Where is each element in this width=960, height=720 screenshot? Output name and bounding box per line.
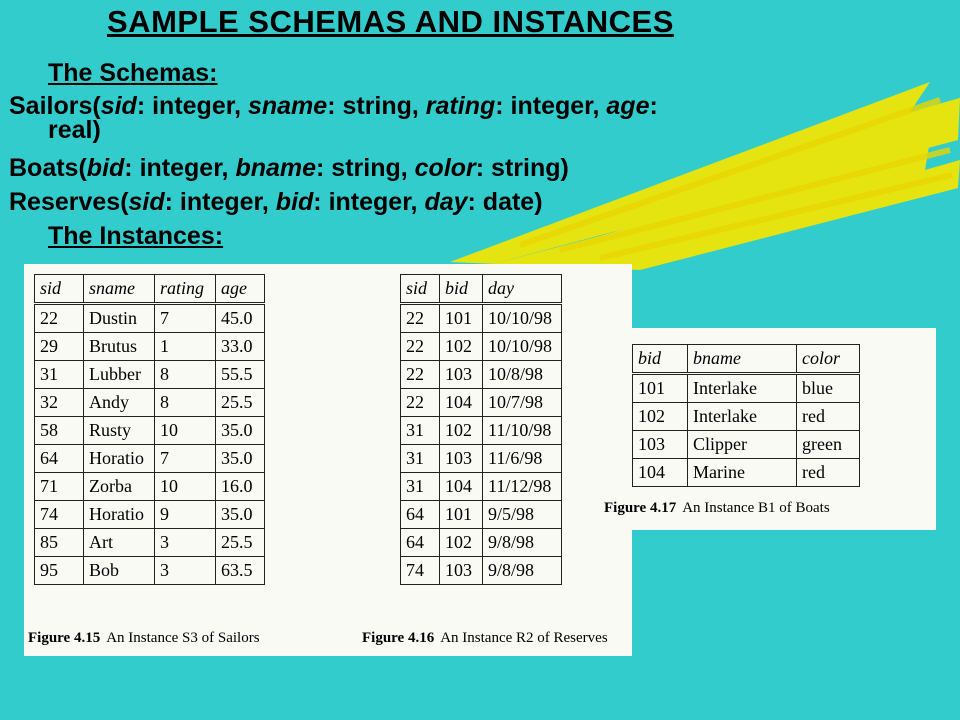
sailors-col-age: age bbox=[216, 275, 265, 304]
reserves-cell: 103 bbox=[440, 557, 483, 585]
reserves-cell: 22 bbox=[401, 304, 440, 333]
sailors-cell: Bob bbox=[84, 557, 155, 585]
sailors-cell: 71 bbox=[35, 473, 84, 501]
boats-col-color: color bbox=[797, 345, 860, 374]
boats-cell: 103 bbox=[633, 431, 688, 459]
sailors-header-row bbox=[35, 275, 265, 304]
reserves-row bbox=[401, 529, 562, 557]
instances-heading: The Instances: bbox=[48, 222, 224, 250]
sailors-schema: Sailors(sid: integer, sname: string, rating: integer, age: bbox=[9, 92, 658, 120]
sailors-cell: 16.0 bbox=[216, 473, 265, 501]
sailors-row bbox=[35, 333, 265, 361]
reserves-cell: 102 bbox=[440, 417, 483, 445]
sailors-cell: Horatio bbox=[84, 501, 155, 529]
reserves-cell: 102 bbox=[440, 333, 483, 361]
sailors-cell: Lubber bbox=[84, 361, 155, 389]
reserves-cell: 103 bbox=[440, 445, 483, 473]
sailors-col-rating: rating bbox=[155, 275, 216, 304]
sailors-row bbox=[35, 361, 265, 389]
sailors-body bbox=[35, 304, 265, 585]
reserves-row bbox=[401, 417, 562, 445]
boats-cell: 104 bbox=[633, 459, 688, 487]
reserves-row bbox=[401, 501, 562, 529]
reserves-cell: 9/8/98 bbox=[483, 557, 562, 585]
sailors-cell: 35.0 bbox=[216, 445, 265, 473]
sailors-cell: 55.5 bbox=[216, 361, 265, 389]
reserves-row bbox=[401, 361, 562, 389]
reserves-cell: 10/8/98 bbox=[483, 361, 562, 389]
reserves-cell: 9/8/98 bbox=[483, 529, 562, 557]
sailors-row bbox=[35, 389, 265, 417]
sailors-cell: Horatio bbox=[84, 445, 155, 473]
sailors-cell: 8 bbox=[155, 389, 216, 417]
reserves-col-sid: sid bbox=[401, 275, 440, 304]
schemas-heading: The Schemas: bbox=[48, 59, 218, 87]
sailors-cell: Dustin bbox=[84, 304, 155, 333]
reserves-cell: 31 bbox=[401, 473, 440, 501]
boats-cell: 102 bbox=[633, 403, 688, 431]
boats-row bbox=[633, 459, 860, 487]
reserves-cell: 74 bbox=[401, 557, 440, 585]
boats-cell: red bbox=[797, 403, 860, 431]
sailors-cell: Zorba bbox=[84, 473, 155, 501]
sailors-cell: 35.0 bbox=[216, 417, 265, 445]
boats-col-bname: bname bbox=[688, 345, 797, 374]
boats-col-bid: bid bbox=[633, 345, 688, 374]
boats-cell: Clipper bbox=[688, 431, 797, 459]
sailors-row bbox=[35, 473, 265, 501]
sailors-cell: 29 bbox=[35, 333, 84, 361]
reserves-caption: Figure 4.16 An Instance R2 of Reserves bbox=[362, 630, 608, 646]
sailors-cell: 25.5 bbox=[216, 529, 265, 557]
reserves-cell: 64 bbox=[401, 529, 440, 557]
sailors-caption: Figure 4.15 An Instance S3 of Sailors bbox=[28, 630, 260, 646]
reserves-cell: 10/7/98 bbox=[483, 389, 562, 417]
sailors-cell: 22 bbox=[35, 304, 84, 333]
sailors-row bbox=[35, 501, 265, 529]
boats-cell: Marine bbox=[688, 459, 797, 487]
sailors-cell: 9 bbox=[155, 501, 216, 529]
reserves-cell: 9/5/98 bbox=[483, 501, 562, 529]
sailors-cell: 32 bbox=[35, 389, 84, 417]
sailors-cell: Art bbox=[84, 529, 155, 557]
boats-row bbox=[633, 403, 860, 431]
sailors-cell: 35.0 bbox=[216, 501, 265, 529]
boats-cell: 101 bbox=[633, 374, 688, 403]
scanned-page-sailors-reserves bbox=[24, 264, 632, 656]
sailors-cell: 85 bbox=[35, 529, 84, 557]
sailors-row bbox=[35, 557, 265, 585]
reserves-cell: 101 bbox=[440, 501, 483, 529]
sailors-cell: 10 bbox=[155, 473, 216, 501]
boats-cell: Interlake bbox=[688, 403, 797, 431]
sailors-cell: 3 bbox=[155, 529, 216, 557]
reserves-cell: 11/10/98 bbox=[483, 417, 562, 445]
reserves-cell: 31 bbox=[401, 445, 440, 473]
reserves-body bbox=[401, 304, 562, 585]
sailors-table bbox=[34, 274, 265, 585]
reserves-cell: 22 bbox=[401, 361, 440, 389]
reserves-table bbox=[400, 274, 562, 585]
boats-cell: blue bbox=[797, 374, 860, 403]
sailors-col-sname: sname bbox=[84, 275, 155, 304]
sailors-cell: 74 bbox=[35, 501, 84, 529]
scanned-page-boats bbox=[592, 328, 936, 530]
sailors-row bbox=[35, 445, 265, 473]
sailors-cell: 7 bbox=[155, 304, 216, 333]
sailors-cell: Rusty bbox=[84, 417, 155, 445]
page-title: SAMPLE SCHEMAS AND INSTANCES bbox=[107, 4, 674, 39]
sailors-schema-continuation: real) bbox=[48, 116, 101, 144]
reserves-cell: 11/6/98 bbox=[483, 445, 562, 473]
boats-schema: Boats(bid: integer, bname: string, color: string) bbox=[9, 154, 569, 182]
sailors-cell: 25.5 bbox=[216, 389, 265, 417]
boats-row bbox=[633, 374, 860, 403]
reserves-row bbox=[401, 473, 562, 501]
sailors-cell: 10 bbox=[155, 417, 216, 445]
sailors-cell: 8 bbox=[155, 361, 216, 389]
reserves-cell: 102 bbox=[440, 529, 483, 557]
boats-caption: Figure 4.17 An Instance B1 of Boats bbox=[604, 500, 830, 516]
sailors-cell: 1 bbox=[155, 333, 216, 361]
sailors-cell: 33.0 bbox=[216, 333, 265, 361]
sailors-cell: 58 bbox=[35, 417, 84, 445]
sailors-cell: 45.0 bbox=[216, 304, 265, 333]
sailors-cell: 95 bbox=[35, 557, 84, 585]
reserves-col-bid: bid bbox=[440, 275, 483, 304]
sailors-row bbox=[35, 529, 265, 557]
sailors-row bbox=[35, 417, 265, 445]
sailors-col-sid: sid bbox=[35, 275, 84, 304]
reserves-header-row bbox=[401, 275, 562, 304]
sailors-cell: Andy bbox=[84, 389, 155, 417]
boats-cell: red bbox=[797, 459, 860, 487]
reserves-row bbox=[401, 445, 562, 473]
reserves-cell: 104 bbox=[440, 389, 483, 417]
sailors-cell: 3 bbox=[155, 557, 216, 585]
reserves-cell: 31 bbox=[401, 417, 440, 445]
reserves-cell: 103 bbox=[440, 361, 483, 389]
sailors-cell: 31 bbox=[35, 361, 84, 389]
sailors-row bbox=[35, 304, 265, 333]
reserves-row bbox=[401, 389, 562, 417]
reserves-row bbox=[401, 333, 562, 361]
boats-cell: Interlake bbox=[688, 374, 797, 403]
reserves-cell: 10/10/98 bbox=[483, 304, 562, 333]
reserves-cell: 64 bbox=[401, 501, 440, 529]
sailors-cell: 63.5 bbox=[216, 557, 265, 585]
reserves-cell: 11/12/98 bbox=[483, 473, 562, 501]
sailors-cell: 7 bbox=[155, 445, 216, 473]
reserves-row bbox=[401, 557, 562, 585]
reserves-col-day: day bbox=[483, 275, 562, 304]
boats-table bbox=[632, 344, 860, 487]
sailors-cell: 64 bbox=[35, 445, 84, 473]
boats-row bbox=[633, 431, 860, 459]
reserves-cell: 101 bbox=[440, 304, 483, 333]
reserves-cell: 22 bbox=[401, 333, 440, 361]
boats-body bbox=[633, 374, 860, 487]
reserves-cell: 10/10/98 bbox=[483, 333, 562, 361]
reserves-cell: 22 bbox=[401, 389, 440, 417]
reserves-row bbox=[401, 304, 562, 333]
sailors-cell: Brutus bbox=[84, 333, 155, 361]
reserves-cell: 104 bbox=[440, 473, 483, 501]
reserves-schema: Reserves(sid: integer, bid: integer, day: date) bbox=[9, 188, 543, 216]
boats-cell: green bbox=[797, 431, 860, 459]
boats-header-row bbox=[633, 345, 860, 374]
